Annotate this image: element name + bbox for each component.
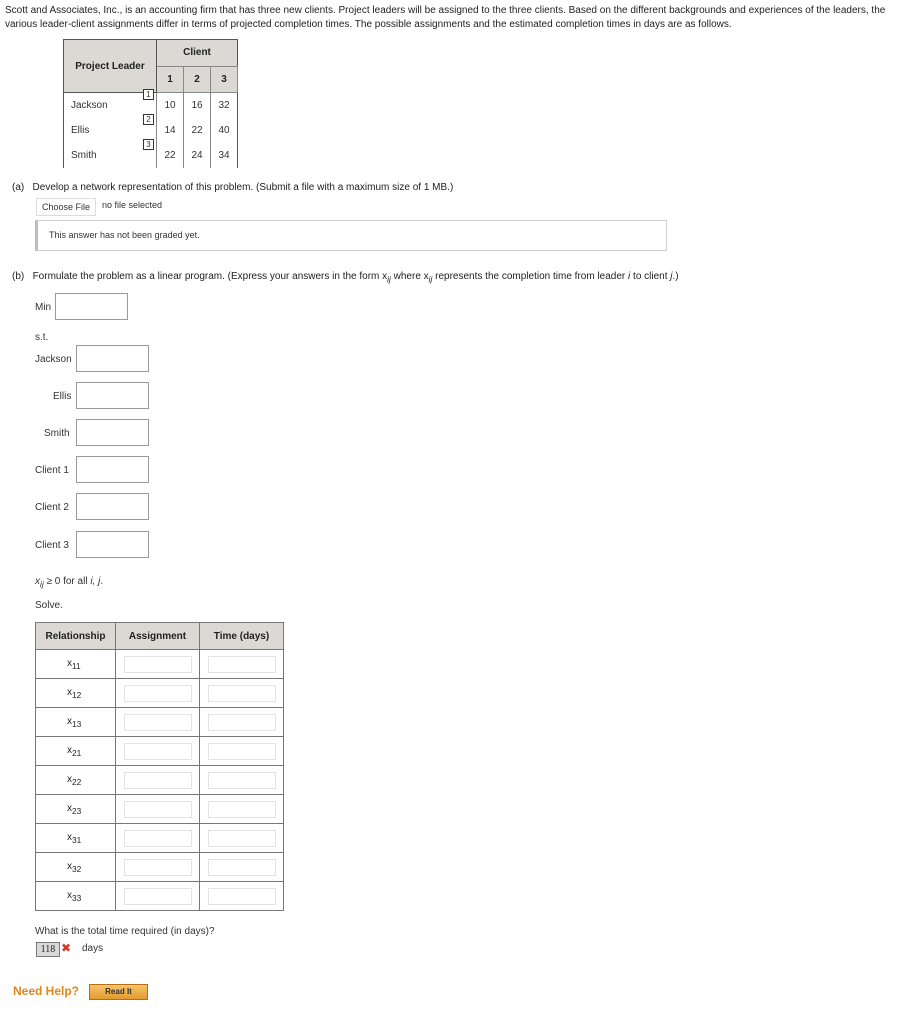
var-cell [36,795,116,824]
var-cell [36,650,116,679]
var-cell [36,882,116,911]
assignment-input[interactable] [124,772,192,789]
time-input[interactable] [208,714,276,731]
table-row [36,650,284,679]
time-cell [200,708,284,737]
time-value: 22 [157,143,184,168]
var-x: x [67,715,72,727]
read-it-button[interactable]: Read It [89,984,148,1000]
table-row [36,737,284,766]
total-question: What is the total time required (in days)? [35,926,215,937]
leader-name: Smith [71,150,97,161]
part-b-label: (b) [12,271,25,282]
assignment-input[interactable] [124,656,192,673]
var-sub: 13 [72,718,82,729]
node-number: 1 [143,89,154,100]
assignment-header: Assignment [116,623,200,650]
part-b-instruction: Formulate the problem as a linear program. (Express your answers in the form x [32,271,388,282]
time-input[interactable] [208,772,276,789]
nonneg-text: . [100,576,104,587]
time-value: 34 [211,143,238,168]
var-x: x [67,657,72,669]
assignment-cell [116,708,200,737]
var-x: x [67,744,72,756]
client-header: Client [157,40,238,67]
assignment-input[interactable] [124,888,192,905]
time-value: 16 [184,93,211,119]
table-row [36,708,284,737]
st-label: s.t. [35,332,49,343]
constraint-input-ellis[interactable] [76,382,149,409]
time-input[interactable] [208,859,276,876]
time-cell [200,795,284,824]
assignment-cell [116,737,200,766]
italic-i: i [628,271,631,282]
var-x: x [67,773,72,785]
var-cell [36,708,116,737]
var-sub: 31 [72,834,82,845]
time-value: 32 [211,93,238,119]
constraint-label: Client 3 [35,540,69,551]
assignment-cell [116,824,200,853]
file-status: no file selected [102,200,163,210]
time-header: Time (days) [200,623,284,650]
assignment-input[interactable] [124,743,192,760]
var-sub: 32 [72,863,82,874]
constraint-input-smith[interactable] [76,419,149,446]
assignment-input[interactable] [124,830,192,847]
table-row [36,766,284,795]
incorrect-icon: ✖ [61,941,72,955]
choose-file-button[interactable]: Choose File [36,198,96,216]
client-number: 3 [211,66,238,93]
client-number: 2 [184,66,211,93]
assignment-cell [116,853,200,882]
time-cell [200,882,284,911]
objective-input[interactable] [55,293,128,320]
nonneg-text: ≥ 0 for all [43,576,91,587]
constraint-label: Client 2 [35,502,69,513]
constraint-label: Ellis [53,391,72,402]
var-cell [36,679,116,708]
time-cell [200,766,284,795]
node-number: 2 [143,114,154,125]
assignment-cell [116,766,200,795]
part-b-text [12,271,679,284]
var-sub: 12 [72,689,82,700]
min-label: Min [35,302,52,313]
assignment-cell [116,795,200,824]
assignment-cell [116,882,200,911]
client-number: 1 [157,66,184,93]
assignment-cell [116,679,200,708]
time-input[interactable] [208,801,276,818]
var-sub: 11 [72,660,81,671]
constraint-input-client-1[interactable] [76,456,149,483]
var-x: x [67,686,72,698]
assignment-input[interactable] [124,859,192,876]
assignment-matrix [63,39,238,168]
matrix-row [64,143,238,168]
total-answer-input[interactable]: 118 [36,942,60,957]
assignment-cell [116,650,200,679]
subscript: ij [428,274,433,284]
assignment-input[interactable] [124,685,192,702]
constraint-label: Smith [44,428,70,439]
time-input[interactable] [208,743,276,760]
part-a-text: (a) Develop a network representation of this problem. (Submit a file with a maximum size of 1 MB.) [12,182,454,193]
table-row [36,882,284,911]
time-value: 22 [184,118,211,143]
time-input[interactable] [208,830,276,847]
time-cell [200,650,284,679]
time-cell [200,824,284,853]
var-cell [36,853,116,882]
node-number: 3 [143,139,154,150]
var-cell [36,824,116,853]
var-x: x [67,889,72,901]
graded-message-box [35,220,667,251]
graded-message: This answer has not been graded yet. [49,230,200,240]
var-sub: 22 [72,776,82,787]
constraint-label: Jackson [35,354,72,365]
var-sub: 21 [72,747,82,758]
project-leader-header: Project Leader [64,40,157,93]
time-value: 10 [157,93,184,119]
var-cell [36,766,116,795]
table-row [36,824,284,853]
var-sub: 33 [72,892,82,903]
relationship-header: Relationship [36,623,116,650]
constraint-input-client-2[interactable] [76,493,149,520]
time-input[interactable] [208,656,276,673]
part-b-instruction: to client [630,271,671,282]
time-cell [200,737,284,766]
time-value: 40 [211,118,238,143]
constraint-input-jackson[interactable] [76,345,149,372]
var-sub: 23 [72,805,82,816]
solution-table [35,622,284,911]
var-x: x [35,576,40,587]
table-row [36,795,284,824]
time-cell [200,853,284,882]
var-x: x [67,802,72,814]
time-value: 14 [157,118,184,143]
problem-intro: Scott and Associates, Inc., is an accounting firm that has three new clients. Project leaders will be assigned to the three clients. Based on the different backgrounds and experiences of the leaders, the various leader-client assignments differ in terms of projected completion times. The possible assignments and the estimated completion times in days are as follows. [5,5,886,30]
part-b-instruction: .) [672,271,679,282]
part-b-instruction: represents the completion time from leader [432,271,629,282]
solve-label: Solve. [35,600,63,611]
var-x: x [67,831,72,843]
constraint-label: Client 1 [35,465,69,476]
total-unit: days [82,943,104,954]
leader-cell [64,140,157,168]
table-row [36,679,284,708]
leader-name: Jackson [71,100,108,111]
italic-j: j [670,271,673,282]
italic-ij: i, j [90,576,101,587]
table-row [36,853,284,882]
assignment-input[interactable] [124,714,192,731]
part-b-instruction: where x [390,271,429,282]
need-help-label: Need Help? [13,984,80,998]
time-input[interactable] [208,685,276,702]
var-cell [36,737,116,766]
nonnegativity-text [35,576,103,589]
var-x: x [67,860,72,872]
subscript: ij [387,274,391,284]
time-cell [200,679,284,708]
time-value: 24 [184,143,211,168]
subscript: ij [40,579,44,589]
time-input[interactable] [208,888,276,905]
assignment-input[interactable] [124,801,192,818]
leader-name: Ellis [71,125,90,136]
constraint-input-client-3[interactable] [76,531,149,558]
